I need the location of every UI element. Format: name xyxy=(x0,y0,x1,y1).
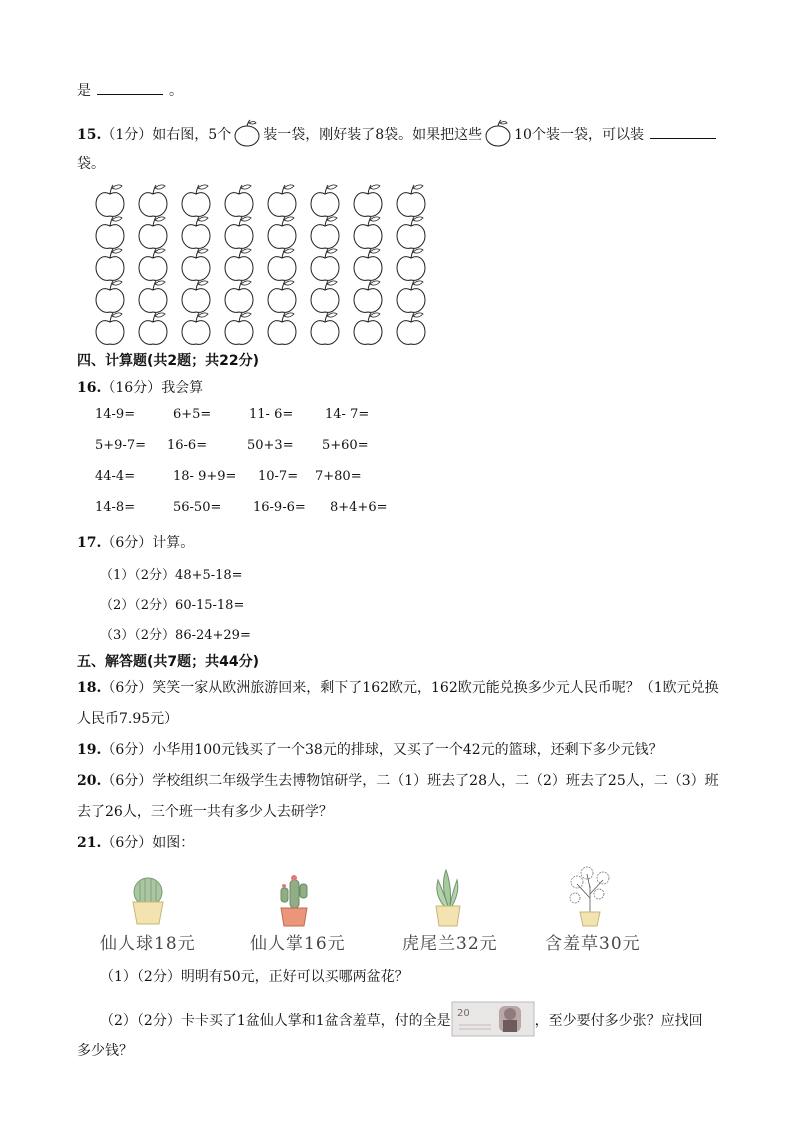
apple-icon xyxy=(96,217,124,249)
q14-tail-suffix: 。 xyxy=(169,83,183,99)
calc-item: 8+4+6= xyxy=(330,500,388,515)
plant-label: 虎尾兰32元 xyxy=(402,934,498,954)
apple-icon xyxy=(139,217,167,249)
q14-tail-line xyxy=(77,80,183,100)
apple-icon xyxy=(354,185,382,217)
q16-number: 16. xyxy=(77,380,102,396)
apple-icon xyxy=(225,185,253,217)
q21-sub1: （1）（2分）明明有50元，正好可以买哪两盆花？ xyxy=(100,969,409,985)
apple-icon xyxy=(483,118,513,152)
q21-sub2-text-a: （2）（2分）卡卡买了1盆仙人掌和1盆含羞草，付的全是 xyxy=(100,1013,451,1029)
apple-icon xyxy=(397,185,425,217)
banknote-20-icon xyxy=(451,1001,535,1041)
apple-icon xyxy=(182,217,210,249)
apple-icon xyxy=(182,281,210,313)
apple-icon xyxy=(96,185,124,217)
apple-icon xyxy=(182,249,210,281)
q21-sub2-line1 xyxy=(100,1001,703,1041)
q18-line1 xyxy=(77,677,719,697)
q15-text-a: 如右图，5个 xyxy=(152,127,232,143)
q17-score: （6分） xyxy=(101,535,153,551)
section-5-title: 五、解答题(共7题；共44分) xyxy=(77,654,260,670)
q15-line1 xyxy=(77,118,722,152)
apple-icon xyxy=(397,217,425,249)
q18-line2: 人民币7.95元） xyxy=(77,711,179,727)
q14-tail-prefix: 是 xyxy=(77,83,91,99)
apple-grid-figure xyxy=(90,180,435,348)
apple-icon xyxy=(232,118,262,152)
q17-number: 17. xyxy=(77,535,102,551)
q20-number: 20. xyxy=(77,773,102,789)
apple-icon xyxy=(96,249,124,281)
apple-icon xyxy=(268,185,296,217)
apple-icon xyxy=(96,313,124,345)
q17-item: （3）（2分）86-24+29= xyxy=(100,628,251,643)
q15-line2: 袋。 xyxy=(77,156,105,172)
q15-number: 15. xyxy=(77,127,102,143)
apple-icon xyxy=(139,313,167,345)
q15-text-b: 装一袋，刚好装了8袋。如果把这些 xyxy=(263,127,483,143)
apple-icon xyxy=(397,281,425,313)
barrel-cactus-icon xyxy=(128,874,168,930)
apple-icon xyxy=(268,249,296,281)
apple-icon xyxy=(96,281,124,313)
q21-header xyxy=(77,832,194,852)
calc-item: 16-6= xyxy=(167,438,208,453)
cactus-icon xyxy=(276,870,312,932)
calc-item: 5+9-7= xyxy=(95,438,146,453)
q20-line1 xyxy=(77,770,719,790)
q17-text: 计算。 xyxy=(152,535,195,551)
q16-score: （16分） xyxy=(101,380,162,396)
q17-item: （2）（2分）60-15-18= xyxy=(100,598,245,613)
calc-item: 14- 7= xyxy=(325,407,370,422)
calc-item: 44-4= xyxy=(95,469,136,484)
apple-icon xyxy=(225,281,253,313)
q20-score: （6分） xyxy=(101,773,153,789)
apple-icon xyxy=(139,249,167,281)
apple-icon xyxy=(397,249,425,281)
apple-icon xyxy=(354,249,382,281)
apple-icon xyxy=(225,313,253,345)
apple-icon xyxy=(268,281,296,313)
answer-blank[interactable] xyxy=(97,80,163,95)
q21-sub2-text-b: ，至少要付多少张？应找回 xyxy=(534,1013,703,1029)
apple-icon xyxy=(311,249,339,281)
answer-blank[interactable] xyxy=(650,124,716,139)
calc-item: 50+3= xyxy=(247,438,294,453)
apple-icon xyxy=(268,313,296,345)
q19-line xyxy=(77,739,663,759)
calc-item: 10-7= xyxy=(258,469,299,484)
q18-number: 18. xyxy=(77,680,102,696)
section-4-title: 四、计算题(共2题；共22分) xyxy=(77,353,260,369)
q15-text-c: 10个装一袋，可以装 xyxy=(514,127,644,143)
plant-label: 仙人球18元 xyxy=(100,934,196,954)
apple-icon xyxy=(225,249,253,281)
calc-item: 14-9= xyxy=(95,407,136,422)
apple-icon xyxy=(397,313,425,345)
q15-score: （1分） xyxy=(101,127,153,143)
apple-icon xyxy=(139,281,167,313)
q19-score: （6分） xyxy=(101,742,153,758)
q21-text: 如图： xyxy=(152,835,195,851)
calc-item: 16-9-6= xyxy=(253,500,306,515)
q18-text: 笑笑一家从欧洲旅游回来，剩下了162欧元，162欧元能兑换多少元人民币呢？（1欧元兑换 xyxy=(152,680,719,696)
calc-item: 5+60= xyxy=(322,438,369,453)
plant-label: 仙人掌16元 xyxy=(250,934,346,954)
q16-header xyxy=(77,377,203,397)
calc-item: 11- 6= xyxy=(249,407,294,422)
q19-number: 19. xyxy=(77,742,102,758)
q21-sub2-line2: 多少钱？ xyxy=(77,1043,133,1059)
apple-icon xyxy=(354,313,382,345)
q21-number: 21. xyxy=(77,835,102,851)
q19-text: 小华用100元钱买了一个38元的排球，又买了一个42元的篮球，还剩下多少元钱？ xyxy=(152,742,663,758)
calc-item: 56-50= xyxy=(173,500,222,515)
apple-icon xyxy=(311,185,339,217)
calc-item: 14-8= xyxy=(95,500,136,515)
q17-header xyxy=(77,532,194,552)
q21-score: （6分） xyxy=(101,835,153,851)
apple-icon xyxy=(354,281,382,313)
q17-item: （1）（2分）48+5-18= xyxy=(100,568,243,583)
q16-text: 我会算 xyxy=(161,380,204,396)
snake-plant-icon xyxy=(430,866,466,932)
calc-item: 6+5= xyxy=(173,407,212,422)
calc-item: 7+80= xyxy=(315,469,362,484)
q20-text: 学校组织二年级学生去博物馆研学，二（1）班去了28人，二（2）班去了25人，二（3）班 xyxy=(152,773,719,789)
apple-icon xyxy=(182,185,210,217)
apple-icon xyxy=(354,217,382,249)
q20-line2: 去了26人，三个班一共有多少人去研学？ xyxy=(77,804,333,820)
q18-score: （6分） xyxy=(101,680,153,696)
mimosa-icon xyxy=(565,866,615,932)
apple-icon xyxy=(225,217,253,249)
apple-icon xyxy=(311,217,339,249)
banknote-value: 20 xyxy=(456,1008,470,1019)
apple-icon xyxy=(311,281,339,313)
apple-icon xyxy=(268,217,296,249)
apple-icon xyxy=(182,313,210,345)
apple-icon xyxy=(139,185,167,217)
plant-label: 含羞草30元 xyxy=(545,934,641,954)
apple-icon xyxy=(311,313,339,345)
calc-item: 18- 9+9= xyxy=(173,469,237,484)
